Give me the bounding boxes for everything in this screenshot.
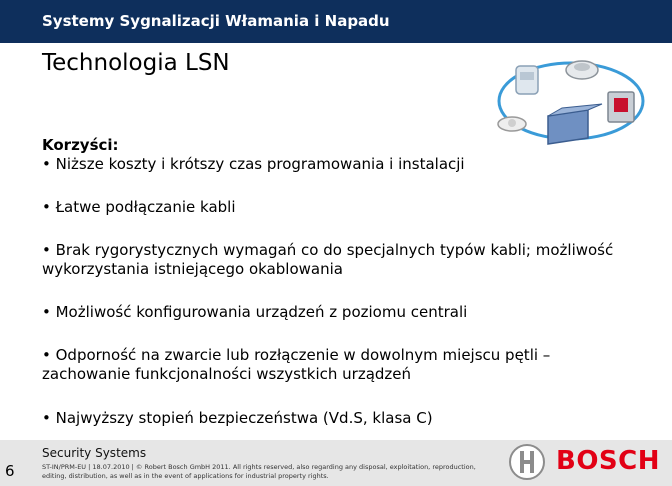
bullet-item: • Brak rygorystycznych wymagań co do specjalnych typów kabli; możliwość wykorzystania istniejącego okablowania: [42, 241, 614, 278]
header-bar: [0, 0, 672, 43]
footer-company: Security Systems: [42, 446, 147, 460]
bosch-emblem-icon: [508, 443, 546, 481]
motion-detector-icon: [516, 66, 538, 94]
bullet-item: • Odporność na zwarcie lub rozłączenie w dowolnym miejscu pętli – zachowanie funkcjonalności wszystkich urządzeń: [42, 346, 551, 383]
bullet-item: • Możliwość konfigurowania urządzeń z poziomu centrali: [42, 303, 468, 321]
bosch-logo: BOSCH: [556, 446, 660, 476]
slide-body: [42, 136, 642, 428]
slide-title: Technologia LSN: [42, 50, 230, 76]
benefits-heading: Korzyści:: [42, 136, 119, 154]
smoke-detector-icon: [498, 117, 526, 131]
bullet-item: • Najwyższy stopień bezpieczeństwa (Vd.S, klasa C): [42, 409, 433, 427]
header-title: Systemy Sygnalizacji Włamania i Napadu: [42, 12, 390, 30]
bullet-item: • Łatwe podłączanie kabli: [42, 198, 236, 216]
keypad-icon: [608, 92, 634, 122]
dome-sensor-icon: [566, 61, 598, 79]
footer-legal-text: ST-IN/PRM-EU | 18.07.2010 | © Robert Bosch GmbH 2011. All rights reserved, also regarding any disposal, exploitation, reproduction, editing, distribution, as well as in the event of applications for industrial property rights.: [42, 463, 476, 480]
page-number: 6: [5, 462, 15, 480]
bullet-item: • Niższe koszty i krótszy czas programowania i instalacji: [42, 155, 465, 173]
